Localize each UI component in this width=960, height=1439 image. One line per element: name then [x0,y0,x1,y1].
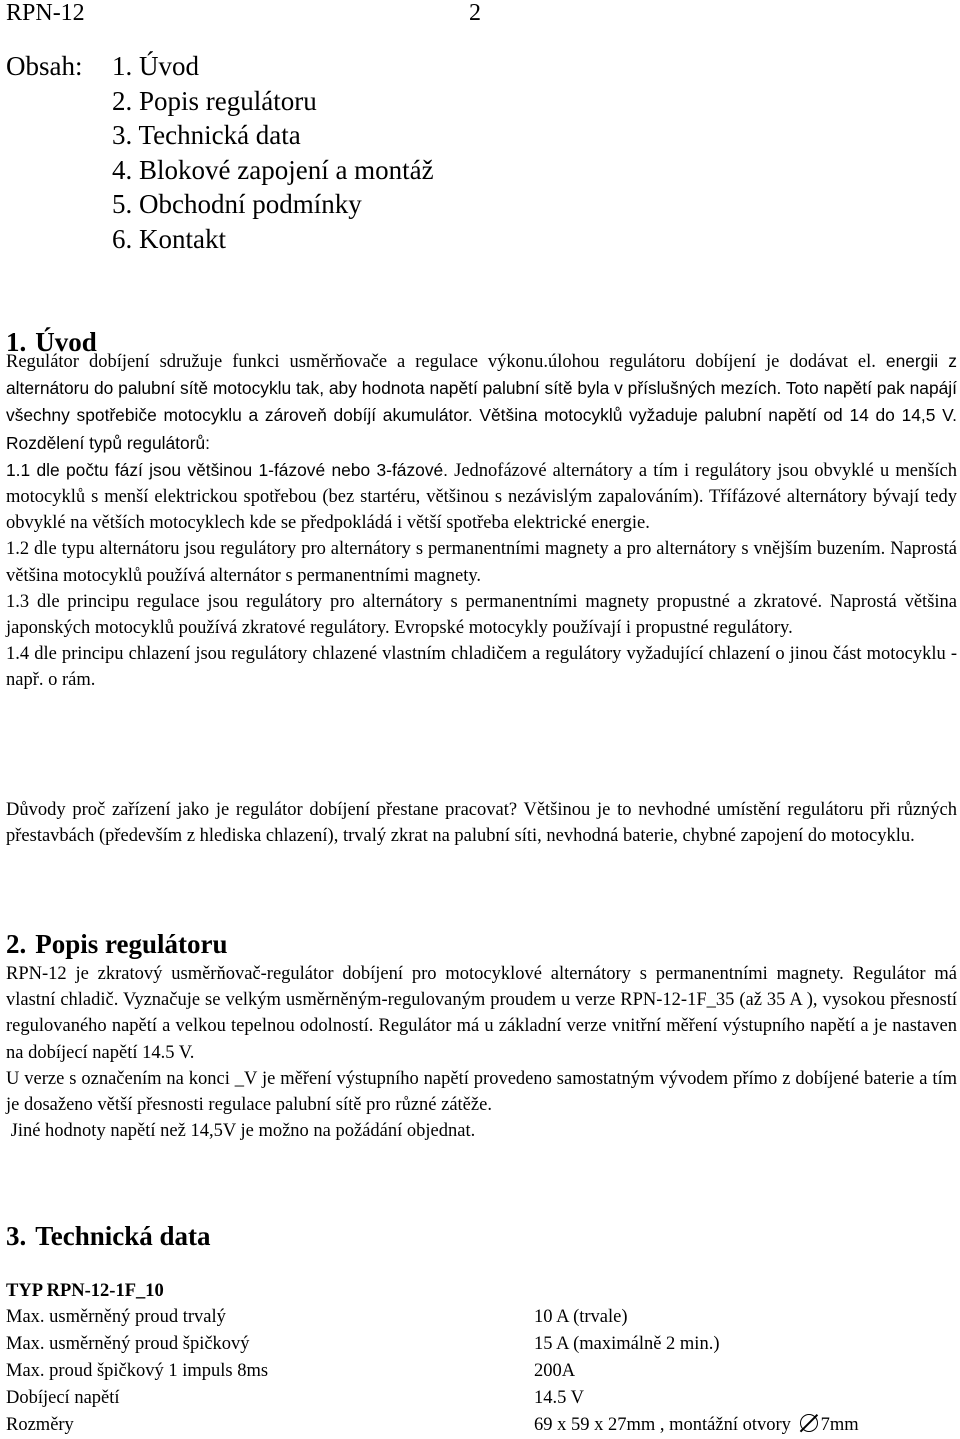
section-body-popis [6,961,957,1144]
paragraph: Jiné hodnoty napětí než 14,5V je možno na požádání objednat. [6,1121,476,1142]
paragraph-text: energii z alternátoru do palubní sítě motocyklu tak, aby hodnota napětí palubní sítě byla v příslušných mezích. Toto napětí pak napájí všechny spotřebiče motocyklu a zároveň dobíjí akumulátor. Většina motocyklů vyžaduje palubní napětí od 14 do 14,5 V. Rozdělení typů regulátorů: [6,351,958,453]
spec-name: Rozměry [6,1415,74,1435]
paragraph: 1.3 dle principu regulace jsou regulátory pro alternátory s permanentními magnety propustné a zkratové. Naprostá většina japonských motocyklů používá zkratové regulátory. Evropské motocykly používají i propustné regulátory. [6,591,957,639]
spec-value: 10 A (trvale) [534,1307,628,1327]
paragraph-text: Regulátor dobíjení sdružuje funkci usměrňovače a regulace výkonu.úlohou regulátoru dobíjení je dodávat el. [6,352,886,372]
toc-list [112,49,434,257]
section-number: 3. [6,1221,27,1251]
toc-item: 4. Blokové zapojení a montáž [112,154,434,185]
paragraph: 1.2 dle typu alternátoru jsou regulátory pro alternátory s permanentními magnety a pro alternátory s vnějším buzením. Naprostá většina motocyklů používá alternátor s permanentními magnety. [6,539,957,586]
paragraph: RPN-12 je zkratový usměrňovač-regulátor dobíjení pro motocyklové alternátory s permanentními magnety. Regulátor má vlastní chladič. Vyznačuje se velkým usměrněným-regulovaným proudem u verze RPN-12-1F_35 (až 35 A ), vysokou přesností regulovaného napětí a velkou tepelnou odolností. Regulátor má u základní verze vnitřní měření výstupního napětí a je nastaven na dobíjecí napětí 14.5 V. [6,964,957,1063]
spec-name: Dobíjecí napětí [6,1388,120,1408]
section-body-causes [6,797,957,849]
section-title: Popis regulátoru [35,929,228,959]
section-title: Technická data [35,1221,211,1251]
spec-value: 15 A (maximálně 2 min.) [534,1334,720,1354]
spec-value: 14.5 V [534,1388,585,1408]
type-label: TYP RPN-12-1F_10 [6,1281,164,1301]
table-row [6,1304,956,1331]
spec-value-text: 69 x 59 x 27mm , montážní otvory [534,1415,796,1435]
section-number: 2. [6,929,27,959]
table-row [6,1412,956,1439]
page-header [0,0,960,30]
paragraph: U verze s označením na konci _V je měření výstupního napětí provedeno samostatným vývodem přímo z dobíjené baterie a tím je dosaženo větší přesnosti regulace palubní sítě pro různé zátěže. [6,1068,957,1116]
section-number: 1. [6,327,27,357]
page-number: 2 [469,0,481,26]
toc-item: 2. Popis regulátoru [112,85,317,116]
toc-item: 3. Technická data [112,120,301,151]
diameter-icon [799,1413,819,1433]
spec-value-text: 7mm [820,1415,859,1435]
toc-item: 5. Obchodní podmínky [112,189,362,220]
toc-item: 1. Úvod [112,51,199,81]
document-code: RPN-12 [6,0,85,26]
spec-value: 200A [534,1361,576,1381]
section-body-uvod [6,348,957,694]
section-title: Úvod [35,327,97,357]
table-row [6,1385,956,1412]
table-row [6,1358,956,1385]
paragraph: 1.4 dle principu chlazení jsou regulátory chlazené vlastním chladičem a regulátory vyžadující chlazení o jinou část motocyklu - např. o rám. [6,644,957,691]
spec-name: Max. usměrněný proud špičkový [6,1334,250,1354]
section-heading-technicka-data [6,1220,211,1252]
spec-table [6,1304,956,1439]
paragraph [6,348,957,457]
table-row [6,1331,956,1358]
paragraph: Důvody proč zařízení jako je regulátor dobíjení přestane pracovat? Většinou je to nevhodné umístění regulátoru při různých přestavbách (především z hlediska chlazení), trvalý zkrat na palubní síti, nevhodná baterie, chybné zapojení do motocyklu. [6,800,957,847]
paragraph-text: Jednofázové alternátory a tím i regulátory jsou obvyklé u menších motocyklů s menší elektrickou spotřebou (bez startéru, většinou s nezávislým zapalováním). Třífázové alternátory bývají tedy obvyklé na větších motocyklech kde se předpokládá i větší spotřeba elektrické energie. [6,460,957,534]
toc-item: 6. Kontakt [112,223,226,254]
paragraph [6,457,957,537]
spec-value [534,1412,956,1439]
spec-name: Max. usměrněný proud trvalý [6,1307,226,1327]
paragraph-text: 1.1 dle počtu fází jsou většinou 1-fázové nebo 3-fázové. [6,459,449,480]
section-heading-popis [6,928,228,960]
toc-label: Obsah: [6,51,83,81]
spec-name: Max. proud špičkový 1 impuls 8ms [6,1361,269,1381]
